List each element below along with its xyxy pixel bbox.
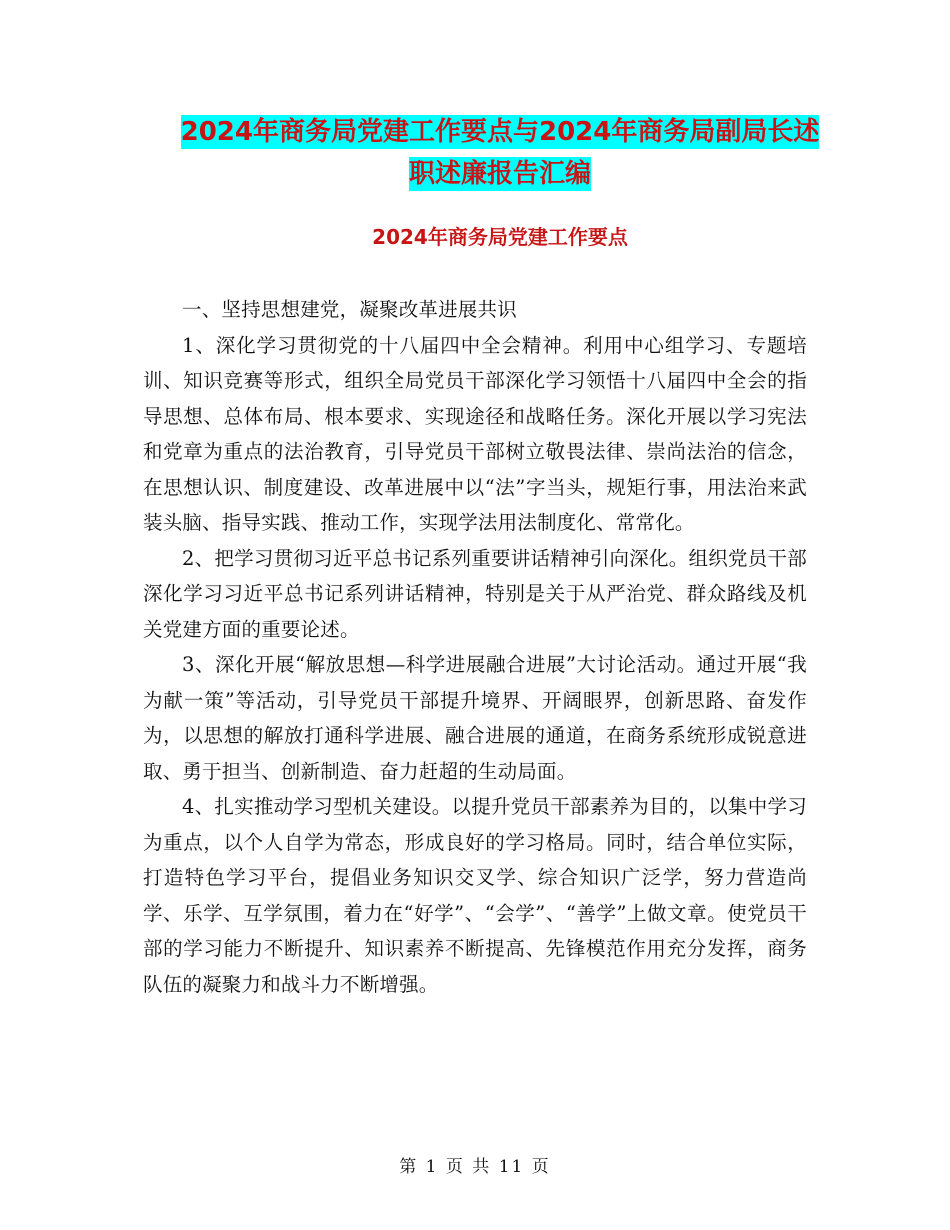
paragraph-1: 1、深化学习贯彻党的十八届四中全会精神。利用中心组学习、专题培训、知识竞赛等形式，组织全局党员干部深化学习领悟十八届四中全会的指导思想、总体布局、根本要求、实现途径和战略任务。深化开展以学习宪法和党章为重点的法治教育，引导党员干部树立敬畏法律、崇尚法治的信念，在思想认识、制度建设、改革进展中以“法”字当头，规矩行事，用法治来武装头脑、指导实践、推动工作，实现学法用法制度化、常常化。 — [143, 333, 807, 534]
paragraph-2: 2、把学习贯彻习近平总书记系列重要讲话精神引向深化。组织党员干部深化学习习近平总书记系列讲话精神，特别是关于从严治党、群众路线及机关党建方面的重要论述。 — [143, 546, 807, 641]
document-title-line-1 — [140, 110, 860, 154]
paragraph-3: 3、深化开展“解放思想—科学进展融合进展”大讨论活动。通过开展“我为献一策”等活动，引导党员干部提升境界、开阔眼界，创新思路、奋发作为，以思想的解放打通科学进展、融合进展的通道，在商务系统形成锐意进取、勇于担当、创新制造、奋力赶超的生动局面。 — [143, 653, 807, 783]
page-footer: 第 1 页 共 11 页 — [399, 1157, 551, 1177]
section-title: 2024年商务局党建工作要点 — [372, 225, 628, 249]
document-body — [143, 292, 807, 1002]
paragraph-4: 4、扎实推动学习型机关建设。以提升党员干部素养为目的，以集中学习为重点，以个人自学为常态，形成良好的学习格局。同时，结合单位实际，打造特色学习平台，提倡业务知识交叉学、综合知识广泛学，努力营造尚学、乐学、互学氛围，着力在“好学”、“会学”、“善学”上做文章。使党员干部的学习能力不断提升、知识素养不断提高、先锋模范作用充分发挥，商务队伍的凝聚力和战斗力不断增强。 — [143, 795, 807, 996]
document-title-text-1: 2024年商务局党建工作要点与2024年商务局副局长述 — [180, 117, 820, 147]
document-title-line-2 — [140, 152, 860, 196]
paragraph-heading-1: 一、坚持思想建党，凝聚改革进展共识 — [182, 298, 517, 321]
document-title-text-2: 职述廉报告汇编 — [408, 159, 591, 189]
